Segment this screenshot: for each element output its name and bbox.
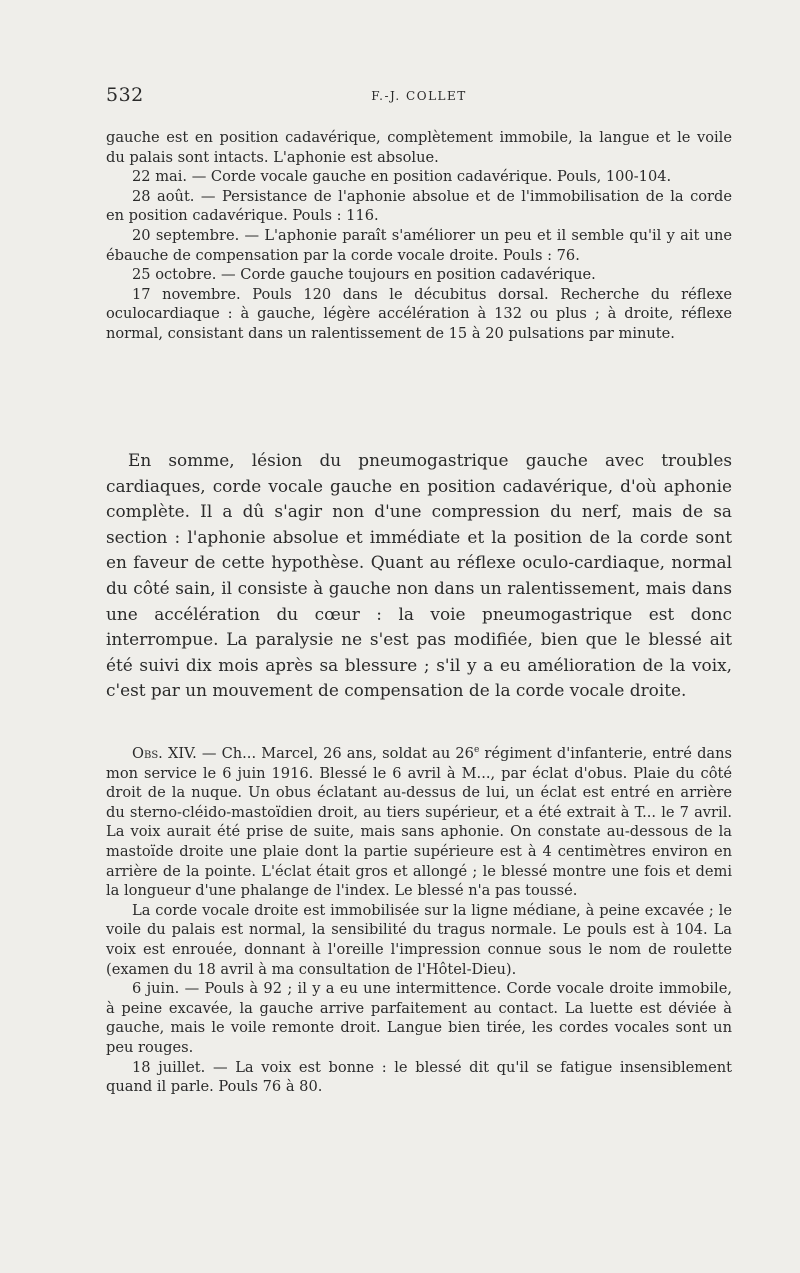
- observation-intro: Obs. XIV. — Ch... Marcel, 26 ans, soldat au 26e régiment d'infanterie, entré dans mon service le 6 juin 1916. Blessé le 6 avril à M..., par éclat d'obus. Plaie du côté droit de la nuque. Un obus éclatant au-dessus de lui, un éclat est entré en arrière du sterno-cléido-mastoïdien droit, au tiers supérieur, et a été extrait à T... le 7 avril. La voix aurait été prise de suite, mais sans aphonie. On constate au-dessous de la mastoïde droite une plaie dont la partie supérieure est à 4 centimètres environ en arrière de la pointe. L'éclat était gros et allongé ; le blessé montre une fois et demi la longueur d'une phalange de l'index. Le blessé n'a pas toussé.: [106, 745, 732, 900]
- observation-label: Obs. XIV.: [132, 745, 197, 762]
- observation-paragraph: 18 juillet. — La voix est bonne : le blessé dit qu'il se fatigue insensiblement quand il parle. Pouls 76 à 80.: [106, 1058, 732, 1096]
- case-note-continuation: gauche est en position cadavérique, complètement immobile, la langue et le voile du palais sont intacts. L'aphonie est absolue.: [106, 129, 732, 166]
- summary-section: [106, 448, 732, 704]
- case-note-may: 22 mai. — Corde vocale gauche en position cadavérique. Pouls, 100-104.: [132, 168, 672, 186]
- running-head: F.-J. COLLET: [371, 89, 467, 103]
- observation-paragraph: La corde vocale droite est immobilisée sur la ligne médiane, à peine excavée ; le voile du palais est normal, la sensibilité du tragus normale. Le pouls est à 104. La voix est enrouée, donnant à l'oreille l'impression connue sous le nom de roulette (examen du 18 avril à ma consultation de l'Hôtel-Dieu).: [106, 901, 732, 978]
- observation-paragraph: 6 juin. — Pouls à 92 ; il y a eu une intermittence. Corde vocale droite immobile, à peine excavée, la gauche arrive parfaitement au contact. La luette est déviée à gauche, mais le voile remonte droit. Langue bien tirée, les cordes vocales sont un peu rouges.: [106, 980, 732, 1056]
- page-header: [106, 84, 732, 112]
- page-number: 532: [106, 84, 144, 106]
- summary-paragraph: En somme, lésion du pneumogastrique gauche avec troubles cardiaques, corde vocale gauche en position cadavérique, d'où aphonie complète. Il a dû s'agir non d'une compression du nerf, mais de sa section : l'aphonie absolue et immédiate et la position de la corde sont en faveur de cette hypothèse. Quant au réflexe oculo-cardiaque, normal du côté sain, il consiste à gauche non dans un ralentissement, mais dans une accélération du cœur : la voie pneumogastrique est donc interrompue. La paralysie ne s'est pas modifiée, bien que le blessé ait été suivi dix mois après sa blessure ; s'il y a eu amélioration de la voix, c'est par un mouvement de compensation de la corde vocale droite.: [106, 450, 732, 701]
- case-note-september: 20 septembre. — L'aphonie paraît s'améliorer un peu et il semble qu'il y ait une ébauche de compensation par la corde vocale droite. Pouls : 76.: [106, 226, 732, 264]
- case-notes: [106, 128, 732, 344]
- case-note-october: 25 octobre. — Corde gauche toujours en position cadavérique.: [132, 266, 596, 284]
- case-note-november: 17 novembre. Pouls 120 dans le décubitus dorsal. Recherche du réflexe oculocardiaque : à gauche, légère accélération à 132 ou plus ; à droite, réflexe normal, consistant dans un ralentissement de 15 à 20 pulsations par minute.: [106, 285, 732, 342]
- case-note-august: 28 août. — Persistance de l'aphonie absolue et de l'immobilisation de la corde en position cadavérique. Pouls : 116.: [106, 187, 732, 225]
- observation-section: [106, 744, 732, 1097]
